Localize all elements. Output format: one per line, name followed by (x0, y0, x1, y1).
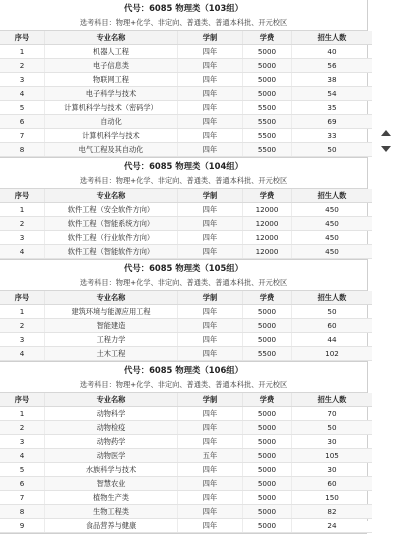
header-duration: 学制 (178, 31, 243, 45)
row-index: 1 (0, 203, 45, 217)
table-row (0, 333, 372, 347)
subject-requirements: 选考科目：物理+化学、非定向、普通类、普通本科批、开元校区 (0, 378, 367, 393)
header-index: 序号 (0, 189, 45, 203)
table-header-row (0, 189, 372, 203)
row-index: 3 (0, 73, 45, 87)
header-enrollment: 招生人数 (292, 31, 373, 45)
tuition: 12000 (243, 217, 292, 231)
row-index: 8 (0, 143, 45, 157)
duration: 四年 (178, 319, 243, 333)
major-name: 动物药学 (45, 435, 178, 449)
header-tuition: 学费 (243, 189, 292, 203)
tuition: 12000 (243, 203, 292, 217)
header-enrollment: 招生人数 (292, 393, 373, 407)
major-name: 软件工程（智能系统方向） (45, 217, 178, 231)
major-name: 动物检疫 (45, 421, 178, 435)
tuition: 5000 (243, 519, 292, 533)
group-section (0, 158, 367, 260)
major-name: 建筑环境与能源应用工程 (45, 305, 178, 319)
major-name: 土木工程 (45, 347, 178, 361)
enrollment-count: 105 (292, 449, 373, 463)
table-row (0, 435, 372, 449)
table-row (0, 305, 372, 319)
table-row (0, 87, 372, 101)
table-row (0, 505, 372, 519)
duration: 四年 (178, 59, 243, 73)
tuition: 5000 (243, 435, 292, 449)
enrollment-count: 60 (292, 477, 373, 491)
tuition: 5000 (243, 491, 292, 505)
major-name: 物联网工程 (45, 73, 178, 87)
header-index: 序号 (0, 393, 45, 407)
subject-requirements: 选考科目：物理+化学、非定向、普通类、普通本科批、开元校区 (0, 174, 367, 189)
duration: 四年 (178, 231, 243, 245)
row-index: 4 (0, 347, 45, 361)
header-tuition: 学费 (243, 31, 292, 45)
major-name: 水族科学与技术 (45, 463, 178, 477)
tuition: 5000 (243, 73, 292, 87)
enrollment-count: 102 (292, 347, 373, 361)
table-row (0, 143, 372, 157)
header-enrollment: 招生人数 (292, 189, 373, 203)
tuition: 12000 (243, 245, 292, 259)
table-row (0, 73, 372, 87)
row-index: 1 (0, 407, 45, 421)
row-index: 6 (0, 115, 45, 129)
row-index: 4 (0, 245, 45, 259)
row-index: 2 (0, 59, 45, 73)
row-index: 4 (0, 87, 45, 101)
tuition: 5500 (243, 143, 292, 157)
table-row (0, 245, 372, 259)
row-index: 4 (0, 449, 45, 463)
tuition: 5000 (243, 305, 292, 319)
enrollment-count: 50 (292, 305, 373, 319)
major-name: 自动化 (45, 115, 178, 129)
group-section (0, 362, 367, 534)
group-section (0, 0, 367, 158)
enrollment-count: 44 (292, 333, 373, 347)
group-title: 代号：6085 物理类（103组） (0, 0, 367, 16)
row-index: 5 (0, 101, 45, 115)
table-header-row (0, 291, 372, 305)
row-index: 2 (0, 421, 45, 435)
duration: 四年 (178, 115, 243, 129)
tuition: 5000 (243, 87, 292, 101)
enrollment-count: 38 (292, 73, 373, 87)
header-major: 专业名称 (45, 189, 178, 203)
major-name: 生物工程类 (45, 505, 178, 519)
tuition: 5000 (243, 449, 292, 463)
group-title: 代号：6085 物理类（106组） (0, 362, 367, 378)
enrollment-count: 450 (292, 245, 373, 259)
duration: 四年 (178, 143, 243, 157)
row-index: 1 (0, 305, 45, 319)
tuition: 5000 (243, 407, 292, 421)
tuition: 5000 (243, 421, 292, 435)
scroll-down-icon[interactable] (381, 146, 391, 152)
duration: 四年 (178, 45, 243, 59)
table-row (0, 101, 372, 115)
table-row (0, 347, 372, 361)
enrollment-count: 150 (292, 491, 373, 505)
duration: 四年 (178, 435, 243, 449)
duration: 四年 (178, 347, 243, 361)
enrollment-count: 69 (292, 115, 373, 129)
row-index: 8 (0, 505, 45, 519)
tuition: 5500 (243, 101, 292, 115)
header-major: 专业名称 (45, 393, 178, 407)
duration: 四年 (178, 463, 243, 477)
enrollment-count: 35 (292, 101, 373, 115)
duration: 四年 (178, 421, 243, 435)
duration: 四年 (178, 491, 243, 505)
enrollment-count: 54 (292, 87, 373, 101)
tuition: 5500 (243, 115, 292, 129)
enrollment-count: 50 (292, 421, 373, 435)
tuition: 12000 (243, 231, 292, 245)
duration: 四年 (178, 245, 243, 259)
duration: 四年 (178, 203, 243, 217)
tuition: 5000 (243, 505, 292, 519)
row-index: 3 (0, 435, 45, 449)
duration: 五年 (178, 449, 243, 463)
tuition: 5500 (243, 129, 292, 143)
tuition: 5000 (243, 463, 292, 477)
major-name: 智能建造 (45, 319, 178, 333)
table-header-row (0, 31, 372, 45)
row-index: 3 (0, 231, 45, 245)
duration: 四年 (178, 101, 243, 115)
duration: 四年 (178, 333, 243, 347)
enrollment-count: 450 (292, 231, 373, 245)
header-duration: 学制 (178, 291, 243, 305)
major-name: 机器人工程 (45, 45, 178, 59)
table-row (0, 129, 372, 143)
enrollment-count: 450 (292, 217, 373, 231)
table-row (0, 421, 372, 435)
enrollment-count: 30 (292, 435, 373, 449)
duration: 四年 (178, 505, 243, 519)
duration: 四年 (178, 87, 243, 101)
tuition: 5000 (243, 333, 292, 347)
enrollment-count: 70 (292, 407, 373, 421)
majors-table (0, 393, 372, 533)
major-name: 电子科学与技术 (45, 87, 178, 101)
major-name: 软件工程（智能软件方向） (45, 245, 178, 259)
enrollment-count: 82 (292, 505, 373, 519)
row-index: 9 (0, 519, 45, 533)
duration: 四年 (178, 305, 243, 319)
table-row (0, 463, 372, 477)
group-title: 代号：6085 物理类（104组） (0, 158, 367, 174)
enrollment-count: 450 (292, 203, 373, 217)
row-index: 7 (0, 491, 45, 505)
majors-table (0, 291, 372, 361)
duration: 四年 (178, 519, 243, 533)
group-title: 代号：6085 物理类（105组） (0, 260, 367, 276)
scroll-up-icon[interactable] (381, 130, 391, 136)
header-tuition: 学费 (243, 291, 292, 305)
header-duration: 学制 (178, 393, 243, 407)
table-row (0, 407, 372, 421)
subject-requirements: 选考科目：物理+化学、非定向、普通类、普通本科批、开元校区 (0, 16, 367, 31)
duration: 四年 (178, 407, 243, 421)
table-row (0, 115, 372, 129)
header-major: 专业名称 (45, 291, 178, 305)
enrollment-count: 40 (292, 45, 373, 59)
table-row (0, 319, 372, 333)
major-name: 计算机科学与技术（密码学） (45, 101, 178, 115)
header-major: 专业名称 (45, 31, 178, 45)
table-row (0, 477, 372, 491)
tuition: 5000 (243, 477, 292, 491)
header-index: 序号 (0, 291, 45, 305)
majors-table (0, 189, 372, 259)
enrollment-count: 56 (292, 59, 373, 73)
enrollment-count: 24 (292, 519, 373, 533)
table-row (0, 217, 372, 231)
row-index: 2 (0, 217, 45, 231)
subject-requirements: 选考科目：物理+化学、非定向、普通类、普通本科批、开元校区 (0, 276, 367, 291)
enrollment-count: 60 (292, 319, 373, 333)
enrollment-count: 33 (292, 129, 373, 143)
table-header-row (0, 393, 372, 407)
duration: 四年 (178, 73, 243, 87)
table-row (0, 449, 372, 463)
table-row (0, 203, 372, 217)
major-name: 动物科学 (45, 407, 178, 421)
enrollment-count: 30 (292, 463, 373, 477)
tuition: 5000 (243, 319, 292, 333)
header-index: 序号 (0, 31, 45, 45)
row-index: 2 (0, 319, 45, 333)
table-row (0, 231, 372, 245)
major-name: 食品营养与健康 (45, 519, 178, 533)
tuition: 5000 (243, 59, 292, 73)
row-index: 7 (0, 129, 45, 143)
header-tuition: 学费 (243, 393, 292, 407)
major-name: 软件工程（行业软件方向） (45, 231, 178, 245)
major-name: 植物生产类 (45, 491, 178, 505)
row-index: 1 (0, 45, 45, 59)
row-index: 3 (0, 333, 45, 347)
major-name: 软件工程（安全软件方向） (45, 203, 178, 217)
major-name: 计算机科学与技术 (45, 129, 178, 143)
row-index: 6 (0, 477, 45, 491)
major-name: 工程力学 (45, 333, 178, 347)
row-index: 5 (0, 463, 45, 477)
header-duration: 学制 (178, 189, 243, 203)
major-name: 智慧农业 (45, 477, 178, 491)
tuition: 5000 (243, 45, 292, 59)
major-name: 电子信息类 (45, 59, 178, 73)
table-row (0, 491, 372, 505)
duration: 四年 (178, 477, 243, 491)
duration: 四年 (178, 217, 243, 231)
table-row (0, 45, 372, 59)
tuition: 5500 (243, 347, 292, 361)
majors-table (0, 31, 372, 157)
major-name: 电气工程及其自动化 (45, 143, 178, 157)
major-name: 动物医学 (45, 449, 178, 463)
group-section (0, 260, 367, 362)
table-row (0, 59, 372, 73)
duration: 四年 (178, 129, 243, 143)
enrollment-count: 50 (292, 143, 373, 157)
header-enrollment: 招生人数 (292, 291, 373, 305)
